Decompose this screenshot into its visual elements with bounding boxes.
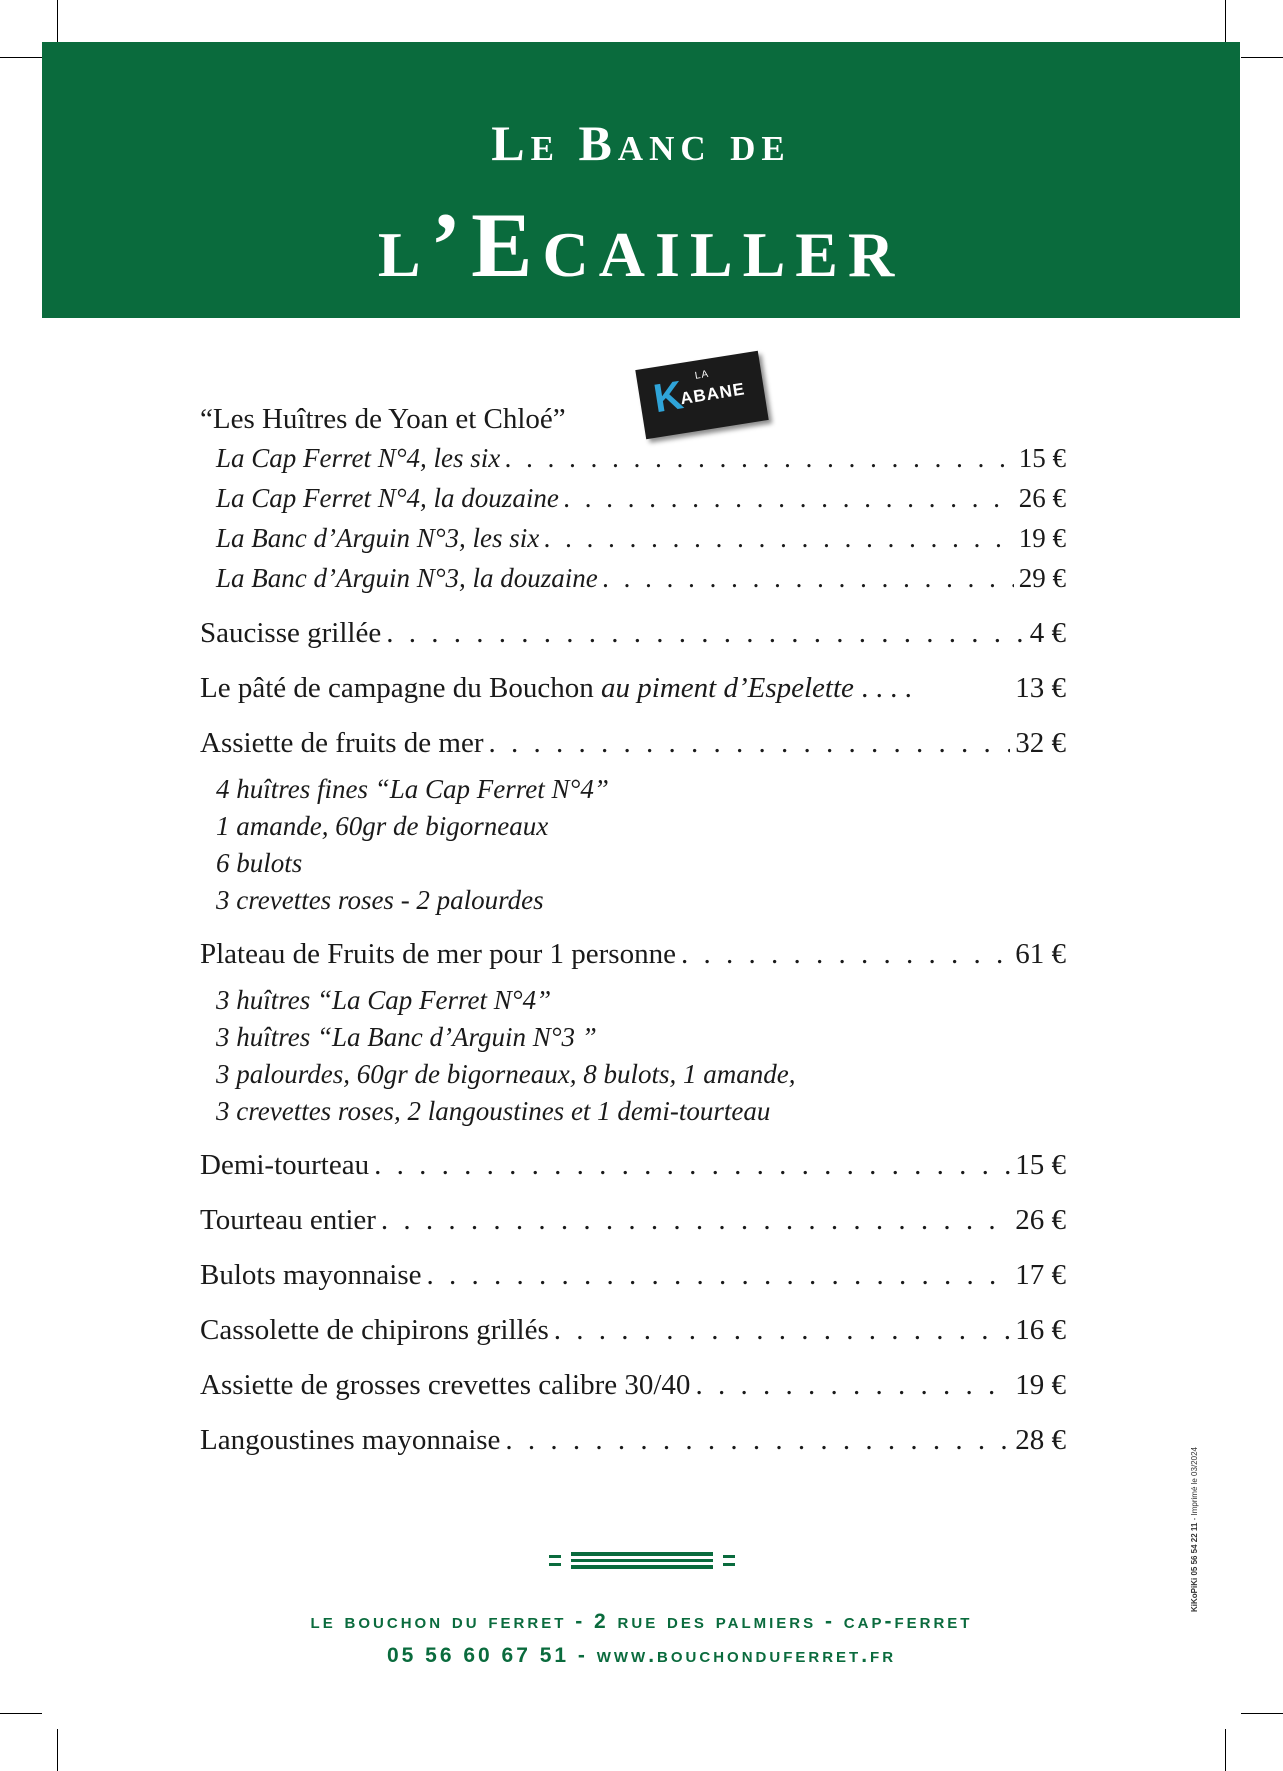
- menu-item: [200, 1193, 1066, 1248]
- print-date: - Imprimé le 03/2024: [1190, 1447, 1199, 1523]
- item-label-italic: au piment d’Espelette: [601, 672, 854, 704]
- menu-item: [200, 478, 1066, 518]
- crop-mark: [1241, 57, 1283, 58]
- item-label: Cassolette de chipirons grillés: [200, 1314, 549, 1346]
- item-label: Saucisse grillée: [200, 617, 382, 649]
- menu-item: [200, 1303, 1066, 1358]
- footer-contact: 05 56 60 67 51 - www.bouchonduferret.fr: [386, 1644, 897, 1667]
- divider-dash: [723, 1563, 735, 1566]
- item-label: Demi-tourteau: [200, 1149, 370, 1181]
- leader-dots: [564, 478, 1014, 518]
- item-label: La Cap Ferret N°4, les six: [216, 443, 501, 473]
- item-detail: 3 crevettes roses, 2 langoustines et 1 demi-tourteau: [216, 1096, 771, 1126]
- menu-item: [200, 1248, 1066, 1303]
- leader-dots: [427, 1248, 1011, 1303]
- assiette-section: [200, 716, 1066, 919]
- item-label: Assiette de grosses crevettes calibre 30/40: [200, 1369, 691, 1401]
- item-detail: 3 crevettes roses - 2 palourdes: [216, 885, 544, 915]
- leader-dots: [695, 1358, 1010, 1413]
- leader-dots: [386, 606, 1025, 661]
- leader-dots: [603, 558, 1014, 598]
- crop-mark: [1225, 0, 1226, 42]
- item-price: 15 €: [1018, 443, 1066, 473]
- menu-item: [200, 558, 1066, 598]
- menu-list: [200, 400, 1066, 1468]
- decorative-divider: [549, 1552, 735, 1570]
- menu-item-saucisse: [200, 606, 1066, 661]
- crop-mark: [0, 1713, 42, 1714]
- item-price: 4 €: [1029, 617, 1066, 649]
- crop-mark: [57, 0, 58, 42]
- item-label: Langoustines mayonnaise: [200, 1424, 501, 1456]
- leader-dots: [374, 1138, 1010, 1193]
- item-detail: 3 huîtres “La Banc d’Arguin N°3 ”: [216, 1022, 597, 1052]
- menu-item: [200, 438, 1066, 478]
- item-price: 13 €: [1015, 672, 1066, 704]
- banner-title-line2: l’Ecailler: [377, 194, 905, 296]
- item-label: La Cap Ferret N°4, la douzaine: [216, 483, 559, 513]
- item-detail: 3 palourdes, 60gr de bigorneaux, 8 bulots, 1 amande,: [216, 1059, 796, 1089]
- leader-dots: [681, 927, 1010, 982]
- menu-item: [200, 1358, 1066, 1413]
- item-price: 26 €: [1018, 483, 1066, 513]
- leader-dots: [554, 1303, 1011, 1358]
- logo-la: LA: [694, 368, 710, 382]
- item-detail: 4 huîtres fines “La Cap Ferret N°4”: [216, 774, 609, 804]
- item-label: Bulots mayonnaise: [200, 1259, 422, 1291]
- oysters-section: [200, 400, 1066, 598]
- menu-item: [200, 518, 1066, 558]
- divider-dash: [549, 1563, 561, 1566]
- menu-item-plateau: [200, 927, 1066, 982]
- leader-dots: . . . .: [861, 672, 912, 704]
- leader-dots: [544, 518, 1013, 558]
- oysters-title: “Les Huîtres de Yoan et Chloé”: [200, 403, 566, 435]
- divider-line: [571, 1552, 713, 1556]
- item-price: 26 €: [1015, 1204, 1066, 1236]
- leader-dots: [505, 438, 1013, 478]
- item-label: Tourteau entier: [200, 1204, 376, 1236]
- banner-title-line1: Le Banc de: [491, 115, 791, 171]
- logo-abane: ABANE: [678, 379, 747, 409]
- crop-mark: [57, 1729, 58, 1771]
- divider-dash: [549, 1555, 561, 1558]
- item-price: 28 €: [1015, 1424, 1066, 1456]
- leader-dots: [505, 1413, 1010, 1468]
- divider-dash: [723, 1555, 735, 1558]
- menu-item-assiette: [200, 716, 1066, 771]
- item-detail: 3 huîtres “La Cap Ferret N°4”: [216, 985, 552, 1015]
- item-price: 29 €: [1018, 563, 1066, 593]
- divider-line: [571, 1565, 713, 1569]
- item-price: 32 €: [1015, 727, 1066, 759]
- item-label: Le pâté de campagne du Bouchon: [200, 672, 594, 704]
- leader-dots: [488, 716, 1010, 771]
- item-detail: 6 bulots: [216, 848, 303, 878]
- item-price: 61 €: [1015, 938, 1066, 970]
- title-banner: [42, 42, 1240, 318]
- crop-mark: [1225, 1729, 1226, 1771]
- plateau-section: [200, 927, 1066, 1130]
- item-price: 17 €: [1015, 1259, 1066, 1291]
- crop-mark: [1241, 1713, 1283, 1714]
- item-label: La Banc d’Arguin N°3, les six: [216, 523, 540, 553]
- footer-address: le bouchon du ferret - 2 rue des palmiers - cap-ferret: [310, 1610, 973, 1633]
- item-label: Plateau de Fruits de mer pour 1 personne: [200, 938, 676, 970]
- crop-mark: [0, 57, 42, 58]
- printer-credit: [1190, 1412, 1204, 1612]
- item-detail: 1 amande, 60gr de bigorneaux: [216, 811, 549, 841]
- menu-item: [200, 1138, 1066, 1193]
- printer-name: KiKoPiKi 05 56 54 22 11: [1190, 1522, 1199, 1612]
- item-price: 19 €: [1015, 1369, 1066, 1401]
- item-label: Assiette de fruits de mer: [200, 727, 484, 759]
- item-label: La Banc d’Arguin N°3, la douzaine: [216, 563, 598, 593]
- item-price: 15 €: [1015, 1149, 1066, 1181]
- logo-letter-k: K: [650, 373, 687, 422]
- menu-item-pate: [200, 661, 1066, 716]
- menu-item: [200, 1413, 1066, 1468]
- item-price: 16 €: [1015, 1314, 1066, 1346]
- item-price: 19 €: [1018, 523, 1066, 553]
- divider-line: [571, 1559, 713, 1562]
- leader-dots: [381, 1193, 1010, 1248]
